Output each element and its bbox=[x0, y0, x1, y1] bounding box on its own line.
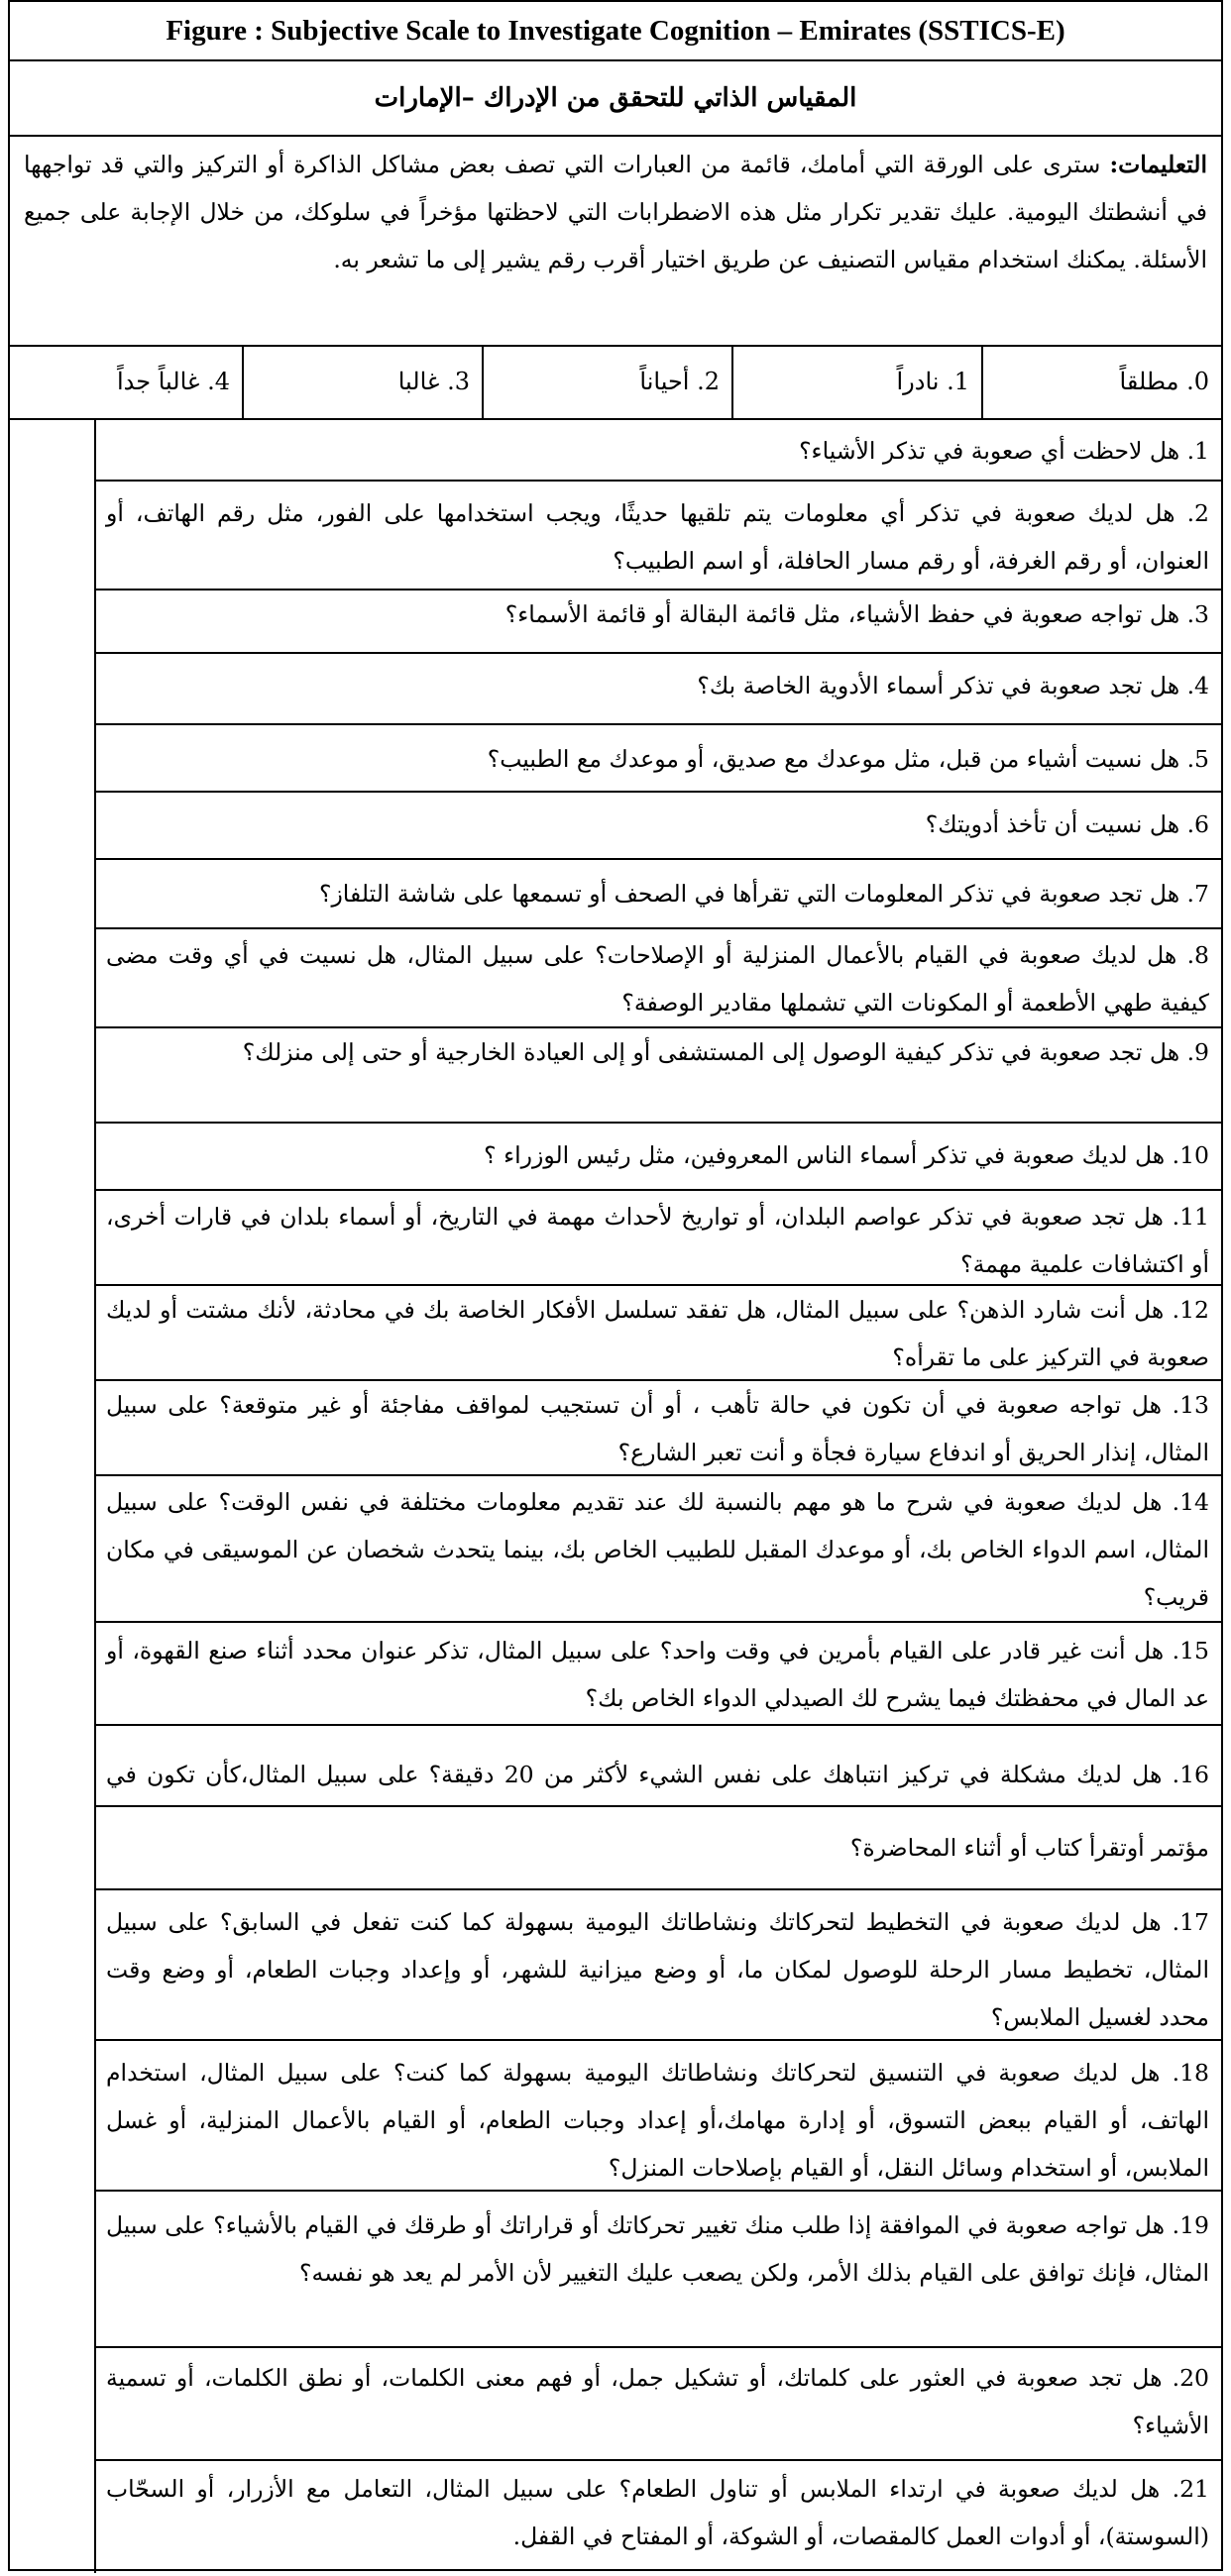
question-row bbox=[96, 1026, 1221, 1122]
question-text: 4. هل تجد صعوبة في تذكر أسماء الأدوية الخاصة بك؟ bbox=[697, 672, 1209, 699]
question-row bbox=[96, 480, 1221, 589]
scale-option-3: 3. غالبا bbox=[242, 347, 482, 418]
question-row bbox=[96, 927, 1221, 1026]
question-text: 2. هل لديك صعوبة في تذكر أي معلومات يتم تلقيها حديثًا، ويجب استخدامها على الفور، مثل رقم الهاتف، أو العنوان، أو رقم الغرفة، أو رقم مسار الحافلة، أو اسم الطبيب؟ bbox=[106, 499, 1209, 575]
question-text: 15. هل أنت غير قادر على القيام بأمرين في وقت واحد؟ على سبيل المثال، تذكر عنوان محدد أثناء صنع القهوة، أو عد المال في محفظتك فيما يشرح لك الصيدلي الدواء الخاص بك؟ bbox=[106, 1637, 1209, 1712]
question-row bbox=[96, 1379, 1221, 1474]
instructions bbox=[24, 141, 1207, 339]
scale-option-4: 4. غالباً جداً bbox=[117, 368, 230, 395]
question-row bbox=[96, 418, 1221, 480]
scale-option-1: 1. نادراً bbox=[731, 347, 981, 418]
question-text: 19. هل تواجه صعوبة في الموافقة إذا طلب منك تغيير تحركاتك أو قراراتك أو طرقك في القيام بالأشياء؟ على سبيل المثال، فإنك توافق على القيام بذلك الأمر، ولكن يصعب عليك التغيير لأن الأمر لم يعد هو نفسه؟ bbox=[106, 2211, 1209, 2287]
question-row bbox=[96, 1122, 1221, 1189]
question-row bbox=[96, 791, 1221, 858]
question-row bbox=[96, 589, 1221, 652]
question-text: 7. هل تجد صعوبة في تذكر المعلومات التي تقرأها في الصحف أو تسمعها على شاشة التلفاز؟ bbox=[318, 880, 1209, 908]
question-text: 20. هل تجد صعوبة في العثور على كلماتك، أو تشكيل جمل، أو فهم معنى الكلمات، أو نطق الكلمات، أو تسمية الأشياء؟ bbox=[106, 2364, 1209, 2439]
question-text: 3. هل تواجه صعوبة في حفظ الأشياء، مثل قائمة البقالة أو قائمة الأسماء؟ bbox=[504, 600, 1209, 628]
question-row bbox=[96, 1284, 1221, 1379]
question-text: 1. هل لاحظت أي صعوبة في تذكر الأشياء؟ bbox=[799, 437, 1209, 465]
question-row bbox=[96, 2190, 1221, 2346]
question-text: 17. هل لديك صعوبة في التخطيط لتحركاتك ونشاطاتك اليومية بسهولة كما كنت تفعل في السابق؟ على سبيل المثال، تخطيط مسار الرحلة للوصول لمكان ما، أو وضع ميزانية للشهر، أو وإعداد وجبات الطعام، أو وضع وقت محدد لغسيل الملابس؟ bbox=[106, 1908, 1209, 2031]
scale-sheet bbox=[8, 0, 1223, 2571]
arabic-title: المقياس الذاتي للتحقق من الإدراك –الإمارات bbox=[374, 83, 857, 113]
question-text: 8. هل لديك صعوبة في القيام بالأعمال المنزلية أو الإصلاحات؟ على سبيل المثال، هل نسيت في أي وقت مضى كيفية طهي الأطعمة أو المكونات التي تشملها مقادير الوصفة؟ bbox=[106, 941, 1209, 1017]
question-row bbox=[96, 652, 1221, 723]
question-text: 5. هل نسيت أشياء من قبل، مثل موعدك مع صديق، أو موعدك مع الطبيب؟ bbox=[487, 745, 1209, 773]
divider bbox=[10, 135, 1221, 137]
question-text: 16. هل لديك مشكلة في تركيز انتباهك على نفس الشيء لأكثر من 20 دقيقة؟ على سبيل المثال،كأن تكون في مؤتمر أوتقرأ كتاب أو أثناء المحاضرة؟ bbox=[106, 1761, 1209, 1862]
question-text: 6. هل نسيت أن تأخذ أدويتك؟ bbox=[925, 810, 1209, 838]
question-text: 18. هل لديك صعوبة في التنسيق لتحركاتك ونشاطاتك اليومية بسهولة كما كنت؟ على سبيل المثال، استخدام الهاتف، أو القيام ببعض التسوق، أو إدارة مهامك،أو إعداد وجبات الطعام، أو القيام بالأعمال المنزلية، أو غسل الملابس، أو استخدام وسائل النقل، أو القيام بإصلاحات المنزل؟ bbox=[106, 2059, 1209, 2182]
question-text: 12. هل أنت شارد الذهن؟ على سبيل المثال، هل تفقد تسلسل الأفكار الخاصة بك في محادثة، لأنك مشتت أو لديك صعوبة في التركيز على ما تقرأه؟ bbox=[106, 1296, 1209, 1371]
question-row bbox=[96, 1621, 1221, 1724]
question-row bbox=[96, 1474, 1221, 1621]
question-row bbox=[96, 1189, 1221, 1284]
instructions-label: التعليمات: bbox=[1109, 151, 1207, 178]
question-text: 10. هل لديك صعوبة في تذكر أسماء الناس المعروفين، مثل رئيس الوزراء ؟ bbox=[484, 1141, 1209, 1169]
figure-title: Figure : Subjective Scale to Investigate Cognition – Emirates (SSTICS-E) bbox=[166, 15, 1065, 47]
question-row bbox=[96, 2459, 1221, 2571]
question-text: 11. هل تجد صعوبة في تذكر عواصم البلدان، أو تواريخ لأحداث مهمة في التاريخ، أو أسماء بلدان في قارات أخرى، أو اكتشافات علمية مهمة؟ bbox=[106, 1203, 1209, 1278]
question-row bbox=[96, 858, 1221, 927]
question-row bbox=[96, 2346, 1221, 2459]
question-text: 21. هل لديك صعوبة في ارتداء الملابس أو تناول الطعام؟ على سبيل المثال، التعامل مع الأزرار، أو السحّاب (السوستة)، أو أدوات العمل كالمقصات، أو الشوكة، أو المفتاح في القفل. bbox=[106, 2475, 1209, 2550]
question-text: 14. هل لديك صعوبة في شرح ما هو مهم بالنسبة لك عند تقديم معلومات مختلفة في نفس الوقت؟ على سبيل المثال، اسم الدواء الخاص بك، أو موعدك المقبل للطبيب الخاص بك، بينما يتحدث شخصان عن الموسيقى في مكان قريب؟ bbox=[106, 1488, 1209, 1611]
instructions-text: سترى على الورقة التي أمامك، قائمة من العبارات التي تصف بعض مشاكل الذاكرة أو التركيز والتي قد تواجهها في أنشطتك اليومية. عليك تقدير تكرار مثل هذه الاضطرابات التي لاحظتها مؤخراً في سلوكك، من خلال الإجابة على جميع الأسئلة. يمكنك استخدام مقياس التصنيف عن طريق اختيار أقرب رقم يشير إلى ما تشعر به. bbox=[24, 151, 1207, 273]
question-row bbox=[96, 723, 1221, 791]
question-row bbox=[96, 2039, 1221, 2190]
scale-option-2: 2. أحياناً bbox=[482, 347, 731, 418]
question-row bbox=[96, 1888, 1221, 2039]
scale-option-0: 0. مطلقاً bbox=[981, 347, 1221, 418]
question-text: 13. هل تواجه صعوبة في أن تكون في حالة تأهب ، أو أن تستجيب لمواقف مفاجئة أو غير متوقعة؟ على سبيل المثال، إنذار الحريق أو اندفاع سيارة فجأة و أنت تعبر الشارع؟ bbox=[106, 1391, 1209, 1466]
divider bbox=[96, 1805, 1221, 1807]
question-text: 9. هل تجد صعوبة في تذكر كيفية الوصول إلى المستشفى أو إلى العيادة الخارجية أو حتى إلى منزلك؟ bbox=[242, 1038, 1209, 1066]
